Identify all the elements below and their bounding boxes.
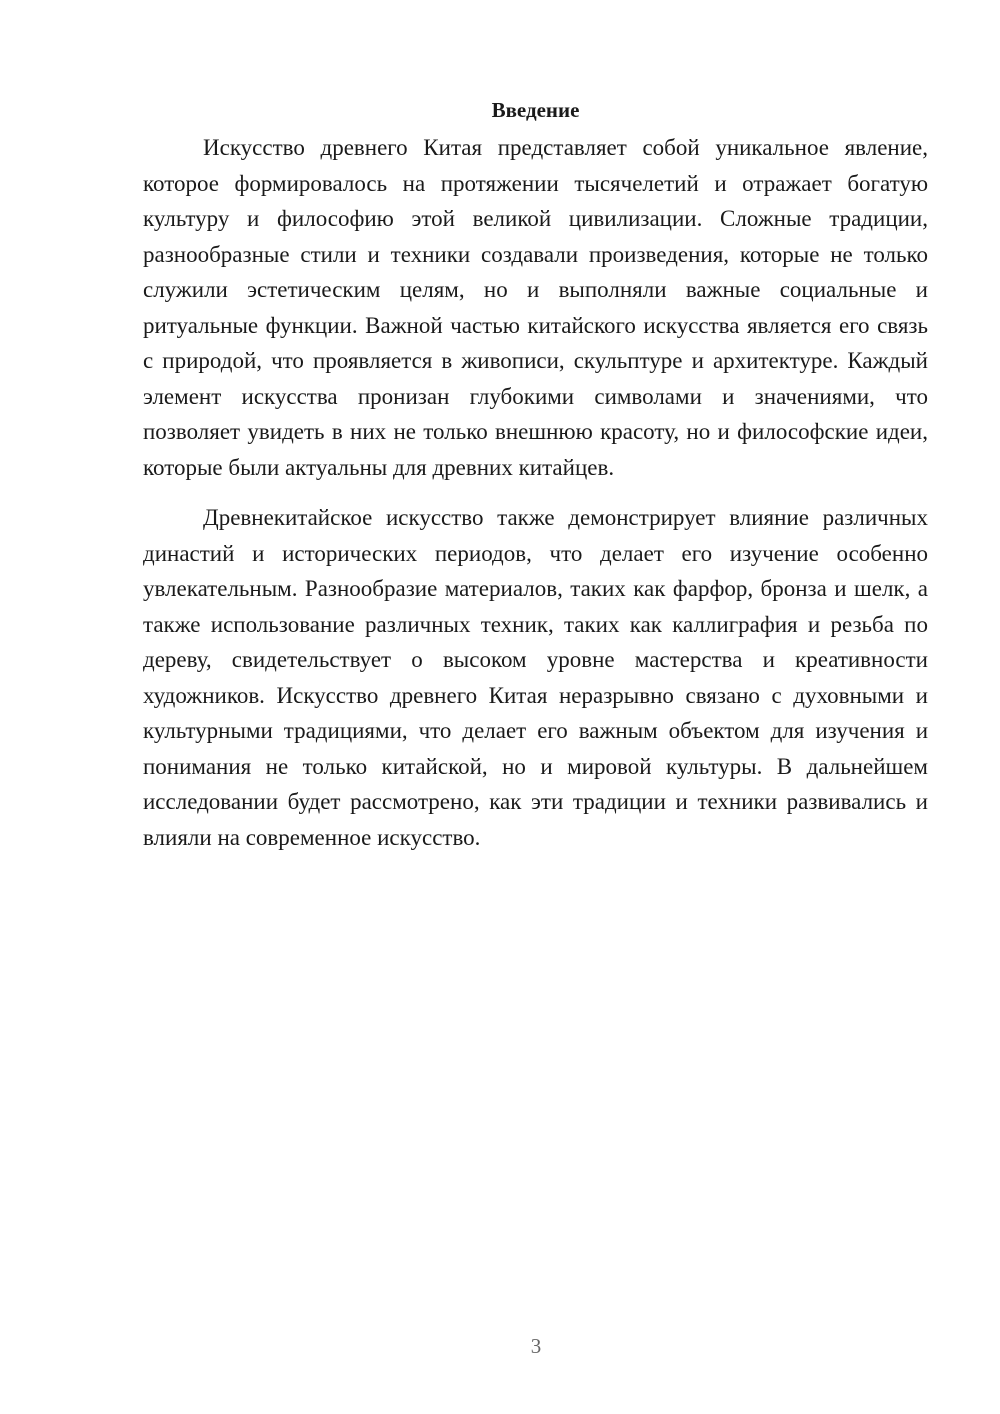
paragraph-1: Искусство древнего Китая представляет собой уникальное явление, которое формировалось на протяжении тысячелетий и отражает богатую культуру и философию этой великой цивилизации. Сложные традиции, разнообразные стили и техники создавали произведения, которые не только служили эстетическим целям, но и выполняли важные социальные и ритуальные функции. Важной частью китайского искусства является его связь с природой, что проявляется в живописи, скульптуре и архитектуре. Каждый элемент искусства пронизан глубокими символами и значениями, что позволяет увидеть в них не только внешнюю красоту, но и философские идеи, которые были актуальны для древних китайцев. <box>143 135 928 480</box>
page-number: 3 <box>530 1334 542 1358</box>
document-body <box>143 95 928 855</box>
paragraph-2: Древнекитайское искусство также демонстрирует влияние различных династий и исторических периодов, что делает его изучение особенно увлекательным. Разнообразие материалов, таких как фарфор, бронза и шелк, а также использование различных техник, таких как каллиграфия и резьба по дереву, свидетельствует о высоком уровне мастерства и креативности художников. Искусство древнего Китая неразрывно связано с духовными и культурными традициями, что делает его важным объектом для изучения и понимания не только китайской, но и мировой культуры. В дальнейшем исследовании будет рассмотрено, как эти традиции и техники развивались и влияли на современное искусство. <box>143 505 928 850</box>
section-title: Введение <box>491 98 580 122</box>
